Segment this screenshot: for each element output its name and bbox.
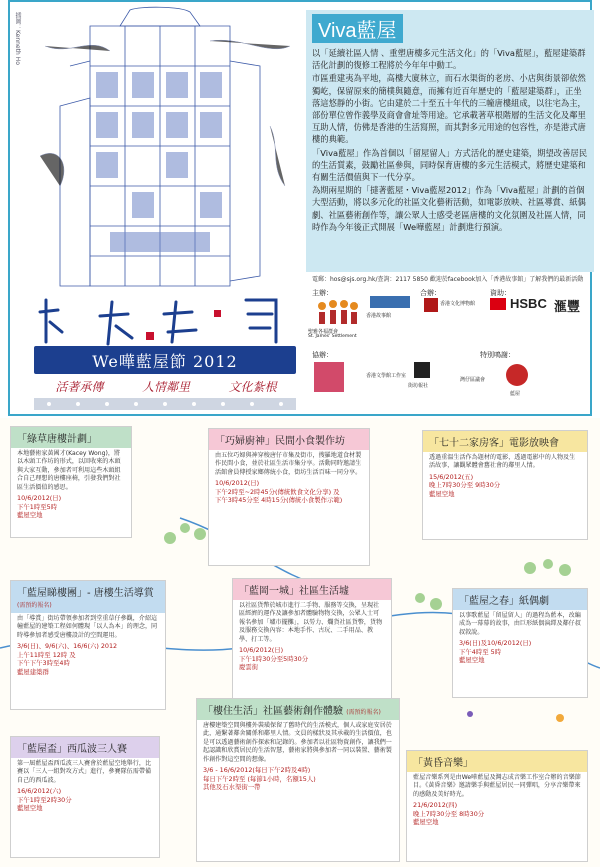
- co-organizer-b: 香港文化博物館: [440, 301, 476, 307]
- event-time: 下午4時至 5時: [459, 647, 502, 656]
- event-card: [10, 426, 132, 538]
- organizer-name: 聖雅各福群會: [308, 329, 339, 335]
- event-title: [11, 581, 165, 613]
- event-time: 上午11時至 12時 及: [17, 650, 76, 659]
- assist-a: 香港文學館工作室: [366, 373, 407, 379]
- calligraphy-logo: [36, 292, 296, 350]
- thanks-label: 特別鳴謝：: [480, 351, 515, 359]
- event-venue: 藍屋空地: [429, 490, 455, 498]
- event-title: 「巧婦廚神」民間小食製作坊: [209, 429, 369, 450]
- poster-top-panel: [8, 0, 592, 416]
- event-title-text: 「藍屋睇樓團」- 唐樓生活導賞: [17, 588, 154, 599]
- event-card: [452, 588, 588, 698]
- event-title-text: 「樓住生活」社區藝術創作體驗: [203, 706, 343, 717]
- event-card: [208, 428, 370, 566]
- event-description: 以事歌藍屋「留屋留人」的過程為藍本，改編成為一幕幕的故事，由巨形紙偶演繹及鄰仔叔叔敘說。: [459, 612, 581, 636]
- thanks-a: 灣仔區議會: [460, 377, 486, 383]
- event-title: 「黃昏音樂」: [407, 751, 587, 772]
- hsbc-name: HSBC: [510, 296, 547, 311]
- event-card: [232, 578, 392, 710]
- organizer-label: 主辦：: [312, 289, 333, 297]
- about-paragraph: 市區重建夷為平地，高樓大廈林立，而石水渠街的老房、小店與街景卻依然獨屹，保留原來的簡樸與隨意，而擁有近百年歷史的「藍屋建築群」，正坐落這悠靜的小街。它由建於二十至五十年代的三幢唐樓組成，以往宅為主，部份單位曾作義學及商會會址等用途。它承載著草根階層的生活文化及鄰里互助人情，仿佛是香港的生活寫照，而其對多元用途的包容性，亦是港式唐樓的典範。: [312, 73, 586, 145]
- assist-label: 協辦：: [312, 351, 333, 359]
- event-card: [196, 698, 400, 862]
- about-box: [306, 10, 594, 272]
- event-booking-note: (需預約報名): [346, 709, 381, 716]
- event-date: 10/6/2012(日): [17, 494, 62, 503]
- event-description: 本地藝術家黃國才(Kacey Wong)，將以木頭工作坊的形式，以回收來的木頭與大家互動，參加者可利用這些木頭組合自己理想的唐樓座椅，引發我們對社區生活價值的感思。: [17, 450, 121, 491]
- tagline-item: 文化紮根: [228, 380, 277, 394]
- event-date: 10/6/2012(日): [239, 646, 284, 655]
- event-date: 3/6 - 16/6/2012(每日下午2時及4時): [203, 766, 311, 775]
- hsbc-name-cn: 滙豐: [554, 300, 581, 315]
- event-title: [197, 699, 399, 720]
- organizer-name-en: St. James' Settlement: [308, 334, 357, 339]
- tagline-item: 人情鄰里: [141, 380, 190, 394]
- event-time: 下午2時至~2時45分(傳統飲食文化分享) 及: [215, 487, 340, 496]
- event-date: 10/6/2012(日): [215, 479, 260, 488]
- tagline-item: 活著承傳: [55, 380, 104, 394]
- event-date: 3/6(日)、9/6(六)、16/6(六) 2012: [17, 642, 118, 651]
- event-time: 下午1時30分至5時30分: [239, 654, 309, 663]
- sjs-logo-icon: [314, 298, 360, 328]
- assist-logo-a-icon: [314, 362, 344, 392]
- event-title: 「藍岡一城」社區生活墟: [233, 579, 391, 600]
- thanks-b: 藍屋: [510, 391, 521, 397]
- event-time: 晚上7時30分至 9時30分: [429, 481, 501, 490]
- festival-title-banner: [34, 346, 296, 374]
- festival-title: We嘩藍屋節 2012: [92, 351, 238, 371]
- event-description: 透過重溫生活作為題材的電影，透過電影中的人物及生活故事，讓觀眾體會舊社會的鄰里人情。: [429, 454, 576, 470]
- events-section: [0, 418, 600, 867]
- event-description: 藍屋音樂系列是由We嘩藍屋及灣志成音樂工作室合辦的音樂節目。《黃昏音樂》邀請樂手與藍屋居民一同彈唱，分享音樂帶來的感動及美好時光。: [413, 774, 581, 798]
- event-description: 由「導賞」街坊帶領參加者到堂重草仔參觀，介紹這幢藍屋的建築工程如何體現「以人為本」的理念，同時導參加者感受唐樓設計的空間運用。: [17, 615, 158, 639]
- about-paragraph: 為期兩星期的「撻著藍屋・Viva藍屋2012」作為「Viva藍屋」計劃的首個大型活動，將以多元化的社區文化藝術活動，如電影放映、社區導賞、紙偶劇、社區藝術創作等，讓公眾人士感受老區唐樓的文化氛圍及社區人情，同時作為今年後正式開展「We嘩藍屋」計劃進行預演。: [312, 185, 586, 232]
- event-date: 15/6/2012(五): [429, 472, 474, 481]
- co-organizer-label: 合辦：: [420, 289, 441, 297]
- event-title: 「藍屋盃」西瓜波三人賽: [11, 737, 159, 758]
- event-description: 由五位巧婦與神穿梭唐仔市集及街市，搜羅地道食材製作民間小食，並於社區生活市集分享。活動同時邀請生活館會員傳授家鄉傳統小食，街坊生活百味一同分享。: [215, 452, 362, 476]
- event-venue: 其他及石水渠街一帶: [203, 783, 261, 792]
- building-illustration: [30, 6, 300, 296]
- event-venue: 藍屋空地: [413, 818, 439, 827]
- event-description: 第一屆藍屋盃西瓜波三人賽會於藍屋空地舉行，比賽以「三人一組對攻方式」進行，參賽隊伍需帶備自己的西瓜波。: [17, 760, 152, 784]
- event-venue: 藍屋空地: [459, 656, 485, 665]
- sponsor-label: 資助：: [490, 289, 511, 297]
- co-logo-a-icon: [370, 296, 410, 308]
- event-title: 「綠草唐樓計劃」: [11, 427, 131, 448]
- about-paragraph: 「Viva藍屋」作為首個以「留屋留人」方式活化的歷史建築，期望改善居民的生活質素，鼓勵社區參與，同時保育唐樓的多元生活模式，將歷史建築和有關生活價值與下一代分享。: [312, 147, 587, 183]
- assist-logo-b-icon: [414, 362, 430, 378]
- event-title: 「藍屋之春」紙偶劇: [453, 589, 587, 610]
- tagline: [36, 378, 296, 396]
- event-date: 16/6/2012(六): [17, 787, 62, 796]
- assist-b: 街坊報社: [408, 383, 429, 389]
- event-description: 以社區貨幣於城市進行二手物、服務等交換，呈現社區經濟的運作及讓參加者體驗物物交換，公眾人士可報名參加「壚市擺攤」，以勞力、爛貨社區貨幣，貨物及服務交換內容：本地手作、古玩、二手用品、教學、打工等。: [239, 602, 383, 643]
- thanks-logo-icon: [506, 364, 528, 386]
- event-booking-note: (需預約報名): [17, 602, 52, 609]
- event-date: 3/6(日)及10/6/2012(日): [459, 639, 532, 648]
- co-organizer-a: 香港故事館: [366, 313, 392, 319]
- event-time: 每日下午2時至 (每節1小時，名額15人): [203, 774, 316, 783]
- event-time: 下午1時至5時: [17, 502, 58, 511]
- event-venue: 慶雲街: [239, 663, 259, 672]
- event-card: [10, 580, 166, 710]
- about-title: Viva藍屋: [312, 14, 403, 43]
- event-date: 21/6/2012(四): [413, 801, 458, 810]
- event-venue: 藍屋空地: [17, 511, 43, 520]
- event-venue: 藍屋建築群: [17, 668, 49, 676]
- hsbc-hexagon-icon: [490, 298, 506, 310]
- event-card: [406, 750, 588, 862]
- event-title: 「七十二家房客」電影放映會: [423, 431, 587, 452]
- decorative-strip: [34, 398, 296, 410]
- event-venue: 藍屋空地: [17, 804, 43, 813]
- event-time: 晚上7時30分至 8時30分: [413, 809, 485, 818]
- event-time: 下午下午3時至4時: [17, 659, 70, 668]
- event-card: [422, 430, 588, 540]
- event-card: [10, 736, 160, 858]
- event-time: 下午3時45分至 4時15分(傳統小食製作示範): [215, 496, 343, 505]
- event-description: 唐樓建築空間與樓外裝璜保留了舊時代的生活模式，個人或家庭安居於此，通繫著鄰舍關係和鄰里人情。文員的樣狀及其承載的生活價值，也是可以透過藝術創作探索和記錄的。參加者以社區物資創作，讓我們一起認識和欣賞居民的生活智慧，藝術家將與參加者一同以裝置、藝術製作創作對這空間的想像。: [203, 722, 392, 763]
- contact-line: 電郵：hos@sjs.org.hk/查詢：2117 5850 歡迎於facebook加入「香港故事館」了解我們的最新活動: [312, 276, 584, 283]
- about-paragraph: 以「延續社區人情 、重塑唐樓多元生活文化」的「Viva藍屋」，藍屋建築群活化計劃的復修工程將於今年年中動工。: [312, 48, 586, 71]
- illustration-credit: 插圖：Kenneth Ho: [14, 12, 21, 65]
- co-logo-b-icon: [424, 298, 438, 312]
- event-time: 下午1時至2時30分: [17, 795, 72, 804]
